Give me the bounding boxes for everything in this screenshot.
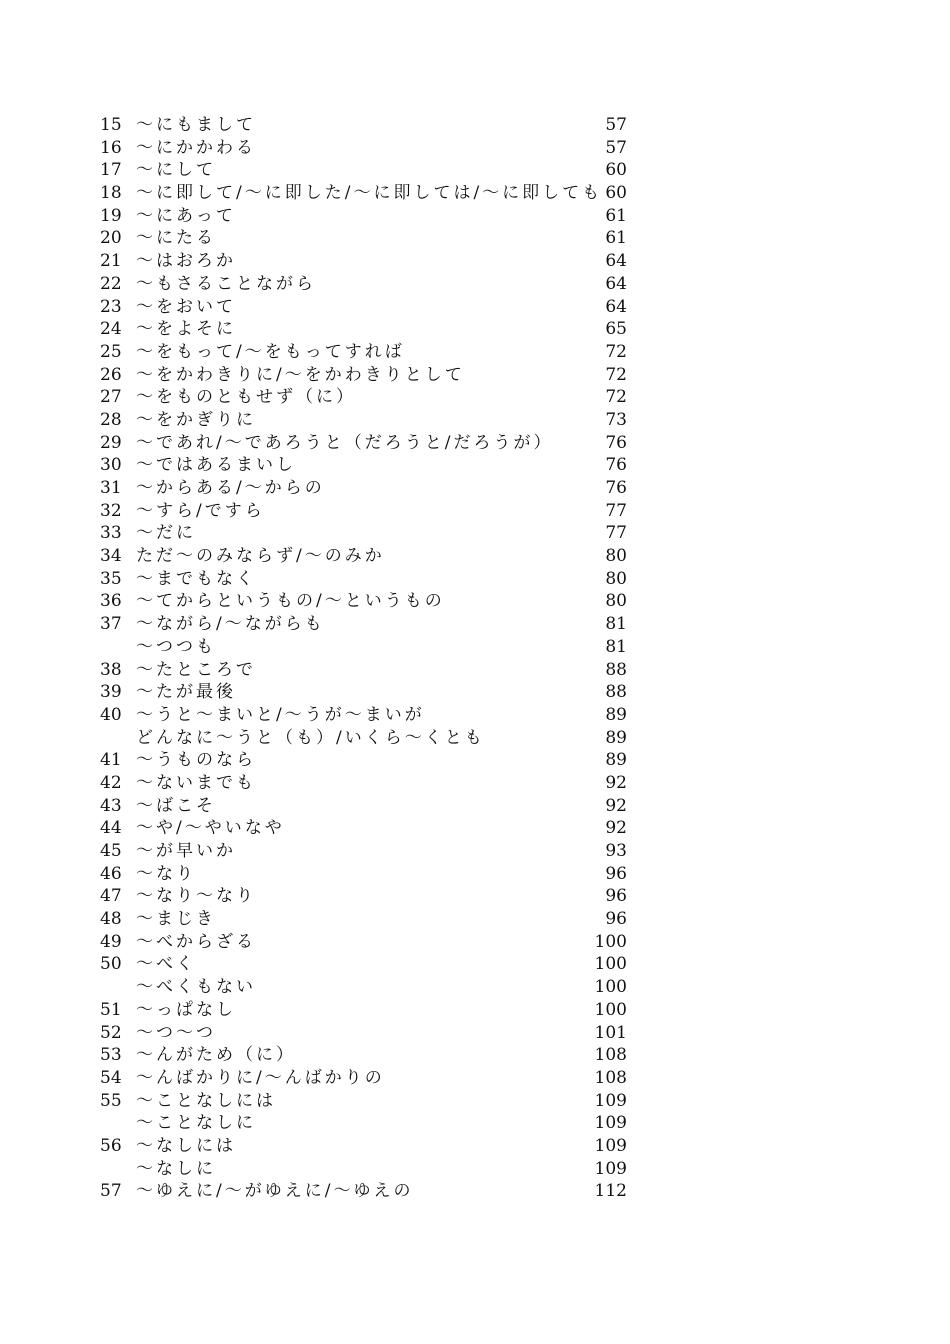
toc-entry	[95, 681, 640, 704]
entry-title: ～にもまして	[136, 115, 256, 135]
entry-title: ～にして	[136, 160, 216, 181]
entry-page-number: 77	[605, 523, 627, 544]
toc-entry	[95, 1158, 640, 1181]
entry-number: 40	[100, 704, 122, 725]
toc-entry	[95, 159, 640, 182]
toc-entry	[95, 227, 640, 250]
entry-number: 42	[100, 772, 122, 793]
toc-entry	[95, 863, 640, 886]
toc-entry	[95, 749, 640, 772]
toc-entry	[95, 659, 640, 682]
entry-number: 49	[100, 931, 122, 952]
entry-title: ～に即して/～に即した/～に即しては/～に即しても	[136, 183, 603, 204]
entry-number: 17	[100, 160, 122, 181]
entry-title: ～もさることながら	[136, 273, 316, 294]
entry-number: 16	[100, 137, 122, 158]
entry-title: ～ながら/～ながらも	[136, 614, 325, 635]
entry-page-number: 77	[605, 500, 627, 521]
entry-number: 34	[100, 546, 122, 567]
toc-entry	[95, 613, 640, 636]
toc-entry	[95, 273, 640, 296]
entry-number: 24	[100, 319, 122, 340]
entry-page-number: 57	[605, 115, 627, 135]
toc-entry	[95, 205, 640, 228]
toc-entry	[95, 840, 640, 863]
entry-title: ～までもなく	[136, 568, 256, 589]
entry-number: 55	[100, 1090, 122, 1111]
entry-title: ～うと～まいと/～うが～まいが	[136, 704, 425, 725]
toc-entry	[95, 908, 640, 931]
toc-entry	[95, 250, 640, 273]
entry-page-number: 73	[605, 409, 627, 430]
entry-number: 43	[100, 795, 122, 816]
toc-entry	[95, 953, 640, 976]
entry-page-number: 80	[605, 568, 627, 589]
entry-number: 22	[100, 273, 122, 294]
toc-entry	[95, 931, 640, 954]
toc-entry	[95, 1044, 640, 1067]
toc-entry	[95, 1180, 640, 1203]
entry-page-number: 109	[594, 1090, 627, 1111]
entry-number: 39	[100, 682, 122, 703]
entry-number: 35	[100, 568, 122, 589]
toc-entry	[95, 1022, 640, 1045]
entry-title: ～にかかわる	[136, 137, 256, 158]
entry-number: 21	[100, 251, 122, 272]
entry-number: 29	[100, 432, 122, 453]
entry-title: ～なり	[136, 863, 196, 884]
entry-title: ～からある/～からの	[136, 478, 325, 498]
entry-page-number: 96	[605, 909, 627, 930]
entry-title: ～にたる	[136, 228, 216, 249]
entry-page-number: 64	[605, 296, 627, 317]
entry-page-number: 108	[594, 1067, 627, 1088]
entry-title: ～だに	[136, 523, 196, 544]
entry-number: 54	[100, 1067, 122, 1088]
toc-entry	[95, 817, 640, 840]
entry-number: 25	[100, 341, 122, 362]
entry-title: ～つつも	[136, 636, 216, 657]
entry-title: ～をよそに	[136, 319, 236, 340]
entry-page-number: 96	[605, 886, 627, 907]
toc-entry	[95, 568, 640, 591]
entry-number: 48	[100, 909, 122, 930]
entry-page-number: 61	[605, 205, 627, 226]
entry-page-number: 89	[605, 727, 627, 748]
entry-title: ～をものともせず（に）	[136, 387, 356, 408]
entry-number: 37	[100, 614, 122, 635]
entry-number: 28	[100, 409, 122, 430]
entry-page-number: 57	[605, 137, 627, 158]
entry-title: ～うものなら	[136, 750, 256, 771]
entry-title: ～なしには	[136, 1135, 236, 1156]
entry-title: ～ないまでも	[136, 772, 256, 793]
entry-page-number: 89	[605, 704, 627, 725]
toc-entry	[95, 1135, 640, 1158]
entry-page-number: 60	[605, 160, 627, 181]
toc-entry	[95, 795, 640, 818]
entry-title: ～ではあるまいし	[136, 455, 296, 476]
entry-page-number: 60	[605, 183, 627, 204]
entry-page-number: 88	[605, 682, 627, 703]
entry-page-number: 109	[594, 1113, 627, 1134]
toc-entry	[95, 137, 640, 160]
entry-number: 38	[100, 659, 122, 680]
entry-page-number: 88	[605, 659, 627, 680]
toc-entry	[95, 296, 640, 319]
entry-title: ～をもって/～をもってすれば	[136, 341, 405, 362]
toc-entry	[95, 364, 640, 387]
entry-title: ～ことなしに	[136, 1113, 256, 1134]
entry-page-number: 101	[594, 1022, 627, 1043]
entry-title: ～をかわきりに/～をかわきりとして	[136, 364, 465, 385]
toc-entry	[95, 1112, 640, 1135]
entry-page-number: 64	[605, 251, 627, 272]
entry-title: ～なり～なり	[136, 886, 256, 907]
entry-number: 45	[100, 841, 122, 861]
entry-number: 26	[100, 364, 122, 385]
entry-number: 53	[100, 1045, 122, 1066]
entry-page-number: 89	[605, 750, 627, 771]
toc-entry	[95, 454, 640, 477]
toc-entry	[95, 500, 640, 523]
entry-page-number: 92	[605, 795, 627, 816]
entry-page-number: 108	[594, 1045, 627, 1066]
toc-entry	[95, 409, 640, 432]
entry-page-number: 76	[605, 455, 627, 476]
entry-number: 36	[100, 591, 122, 612]
entry-page-number: 76	[605, 432, 627, 453]
entry-page-number: 64	[605, 273, 627, 294]
entry-number: 57	[100, 1181, 122, 1202]
entry-number: 32	[100, 500, 122, 521]
entry-title: どんなに～うと（も）/いくら～くとも	[136, 727, 485, 748]
entry-page-number: 109	[594, 1135, 627, 1156]
toc-entry	[95, 1090, 640, 1113]
entry-title: ～はおろか	[136, 251, 236, 272]
toc-entry	[95, 341, 640, 364]
entry-page-number: 109	[594, 1158, 627, 1179]
entry-title: ～んばかりに/～んばかりの	[136, 1067, 385, 1088]
toc-entry	[95, 522, 640, 545]
entry-page-number: 72	[605, 387, 627, 408]
toc-entry	[95, 477, 640, 500]
toc-entry	[95, 114, 640, 137]
entry-title: ～ゆえに/～がゆえに/～ゆえの	[136, 1181, 414, 1202]
entry-title: ～であれ/～であろうと（だろうと/だろうが）	[136, 432, 554, 453]
toc-entry	[95, 386, 640, 409]
entry-number: 46	[100, 863, 122, 884]
entry-page-number: 65	[605, 319, 627, 340]
entry-page-number: 72	[605, 341, 627, 362]
entry-number: 52	[100, 1022, 122, 1043]
entry-number: 20	[100, 228, 122, 249]
entry-title: ～べからざる	[136, 931, 256, 952]
entry-page-number: 80	[605, 591, 627, 612]
toc-entry	[95, 727, 640, 750]
entry-title: ～たところで	[136, 659, 256, 680]
entry-title: ～なしに	[136, 1158, 216, 1179]
table-of-contents	[95, 114, 640, 1203]
entry-number: 41	[100, 750, 122, 771]
entry-title: ～をおいて	[136, 296, 236, 317]
toc-entry	[95, 976, 640, 999]
toc-entry	[95, 999, 640, 1022]
entry-title: ～まじき	[136, 909, 216, 930]
entry-number: 44	[100, 818, 122, 839]
toc-entry	[95, 432, 640, 455]
entry-page-number: 81	[605, 636, 627, 657]
entry-title: ～つ～つ	[136, 1022, 216, 1043]
entry-page-number: 93	[605, 841, 627, 861]
entry-page-number: 61	[605, 228, 627, 249]
toc-entry	[95, 772, 640, 795]
entry-page-number: 92	[605, 772, 627, 793]
entry-number: 31	[100, 478, 122, 498]
entry-number: 33	[100, 523, 122, 544]
entry-number: 56	[100, 1135, 122, 1156]
toc-entry	[95, 636, 640, 659]
entry-number: 19	[100, 205, 122, 226]
toc-entry	[95, 590, 640, 613]
toc-entry	[95, 704, 640, 727]
entry-title: ～にあって	[136, 205, 236, 226]
entry-title: ～すら/ですら	[136, 500, 265, 521]
entry-number: 51	[100, 999, 122, 1020]
entry-page-number: 112	[594, 1181, 627, 1202]
entry-page-number: 80	[605, 546, 627, 567]
entry-number: 50	[100, 954, 122, 975]
entry-title: ～や/～やいなや	[136, 818, 285, 839]
entry-number: 15	[100, 115, 122, 135]
toc-entry	[95, 885, 640, 908]
entry-page-number: 92	[605, 818, 627, 839]
entry-title: ～ことなしには	[136, 1090, 276, 1111]
entry-page-number: 76	[605, 478, 627, 498]
entry-title: ～ばこそ	[136, 795, 216, 816]
entry-title: ～が早いか	[136, 841, 236, 861]
entry-title: ～べくもない	[136, 977, 256, 998]
entry-number: 47	[100, 886, 122, 907]
entry-page-number: 100	[594, 999, 627, 1020]
entry-title: ～たが最後	[136, 682, 236, 703]
entry-page-number: 100	[594, 954, 627, 975]
entry-title: ただ～のみならず/～のみか	[136, 546, 385, 567]
toc-entry	[95, 1067, 640, 1090]
entry-page-number: 81	[605, 614, 627, 635]
entry-title: ～べく	[136, 954, 196, 975]
entry-number: 30	[100, 455, 122, 476]
entry-title: ～をかぎりに	[136, 409, 256, 430]
toc-entry	[95, 545, 640, 568]
entry-page-number: 100	[594, 977, 627, 998]
entry-number: 23	[100, 296, 122, 317]
entry-number: 18	[100, 183, 122, 204]
entry-page-number: 72	[605, 364, 627, 385]
entry-title: ～っぱなし	[136, 999, 236, 1020]
entry-number: 27	[100, 387, 122, 408]
entry-page-number: 100	[594, 931, 627, 952]
toc-entry	[95, 182, 640, 205]
entry-title: ～てからというもの/～というもの	[136, 591, 445, 612]
toc-entry	[95, 318, 640, 341]
entry-page-number: 96	[605, 863, 627, 884]
entry-title: ～んがため（に）	[136, 1045, 296, 1066]
